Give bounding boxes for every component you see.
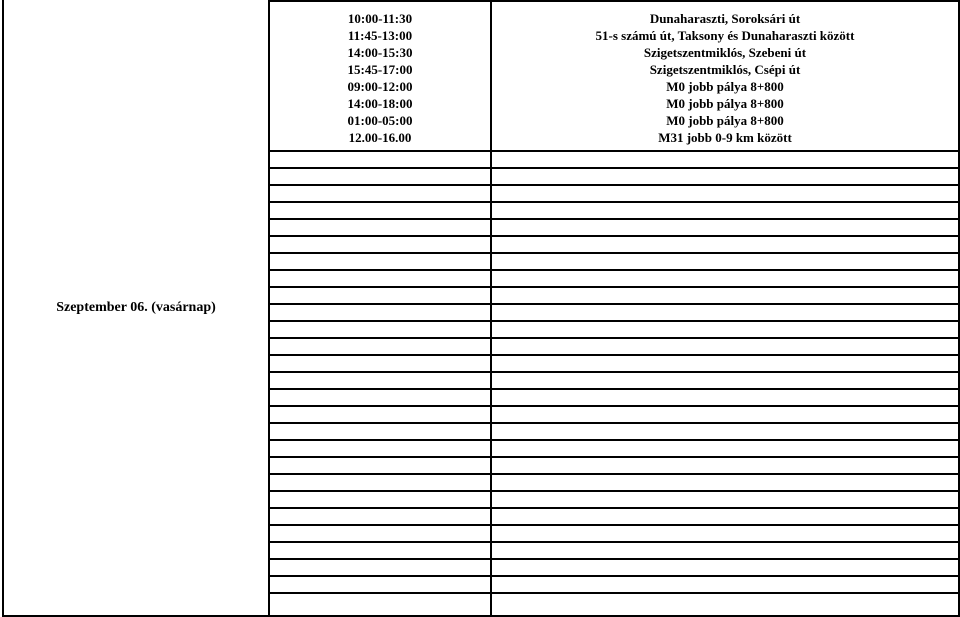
row-separator	[268, 235, 960, 237]
row-separator	[268, 575, 960, 577]
location-cell: M0 jobb pálya 8+800	[666, 96, 784, 111]
row-separator	[268, 303, 960, 305]
row-separator	[268, 371, 960, 373]
row-separator	[268, 354, 960, 356]
row-separator	[268, 218, 960, 220]
day-label: Szeptember 06. (vasárnap)	[56, 300, 216, 315]
row-separator	[268, 184, 960, 186]
row-separator	[268, 388, 960, 390]
row-separator	[268, 507, 960, 509]
location-cell: Dunaharaszti, Soroksári út	[649, 11, 801, 26]
row-separator	[268, 473, 960, 475]
row-separator	[268, 558, 960, 560]
row-separator	[268, 439, 960, 441]
row-separator	[268, 167, 960, 169]
row-separator	[268, 524, 960, 526]
row-separator	[268, 592, 960, 594]
row-separator	[268, 422, 960, 424]
location-cell: M31 jobb 0-9 km között	[658, 130, 792, 145]
location-cell: Szigetszentmiklós, Szebeni út	[643, 45, 807, 60]
location-cell: Szigetszentmiklós, Csépi út	[649, 62, 801, 77]
row-separator	[268, 456, 960, 458]
time-cell: 14:00-15:30	[347, 45, 413, 60]
row-separator	[268, 201, 960, 203]
time-cell: 15:45-17:00	[347, 62, 413, 77]
row-separator	[268, 320, 960, 322]
row-separator-main	[268, 150, 960, 152]
row-separator	[268, 337, 960, 339]
row-separator	[268, 490, 960, 492]
time-cell: 14:00-18:00	[347, 96, 413, 111]
row-separator	[268, 286, 960, 288]
row-separator	[268, 405, 960, 407]
top-border	[268, 0, 960, 2]
row-separator	[268, 541, 960, 543]
location-cell: M0 jobb pálya 8+800	[666, 113, 784, 128]
row-separator	[268, 269, 960, 271]
time-cell: 11:45-13:00	[347, 28, 413, 43]
time-cell: 10:00-11:30	[347, 11, 413, 26]
time-cell: 01:00-05:00	[347, 113, 413, 128]
time-cell: 12.00-16.00	[348, 130, 412, 145]
row-separator	[268, 252, 960, 254]
location-cell: 51-s számú út, Taksony és Dunaharaszti között	[595, 28, 855, 43]
time-cell: 09:00-12:00	[347, 79, 413, 94]
location-cell: M0 jobb pálya 8+800	[666, 79, 784, 94]
